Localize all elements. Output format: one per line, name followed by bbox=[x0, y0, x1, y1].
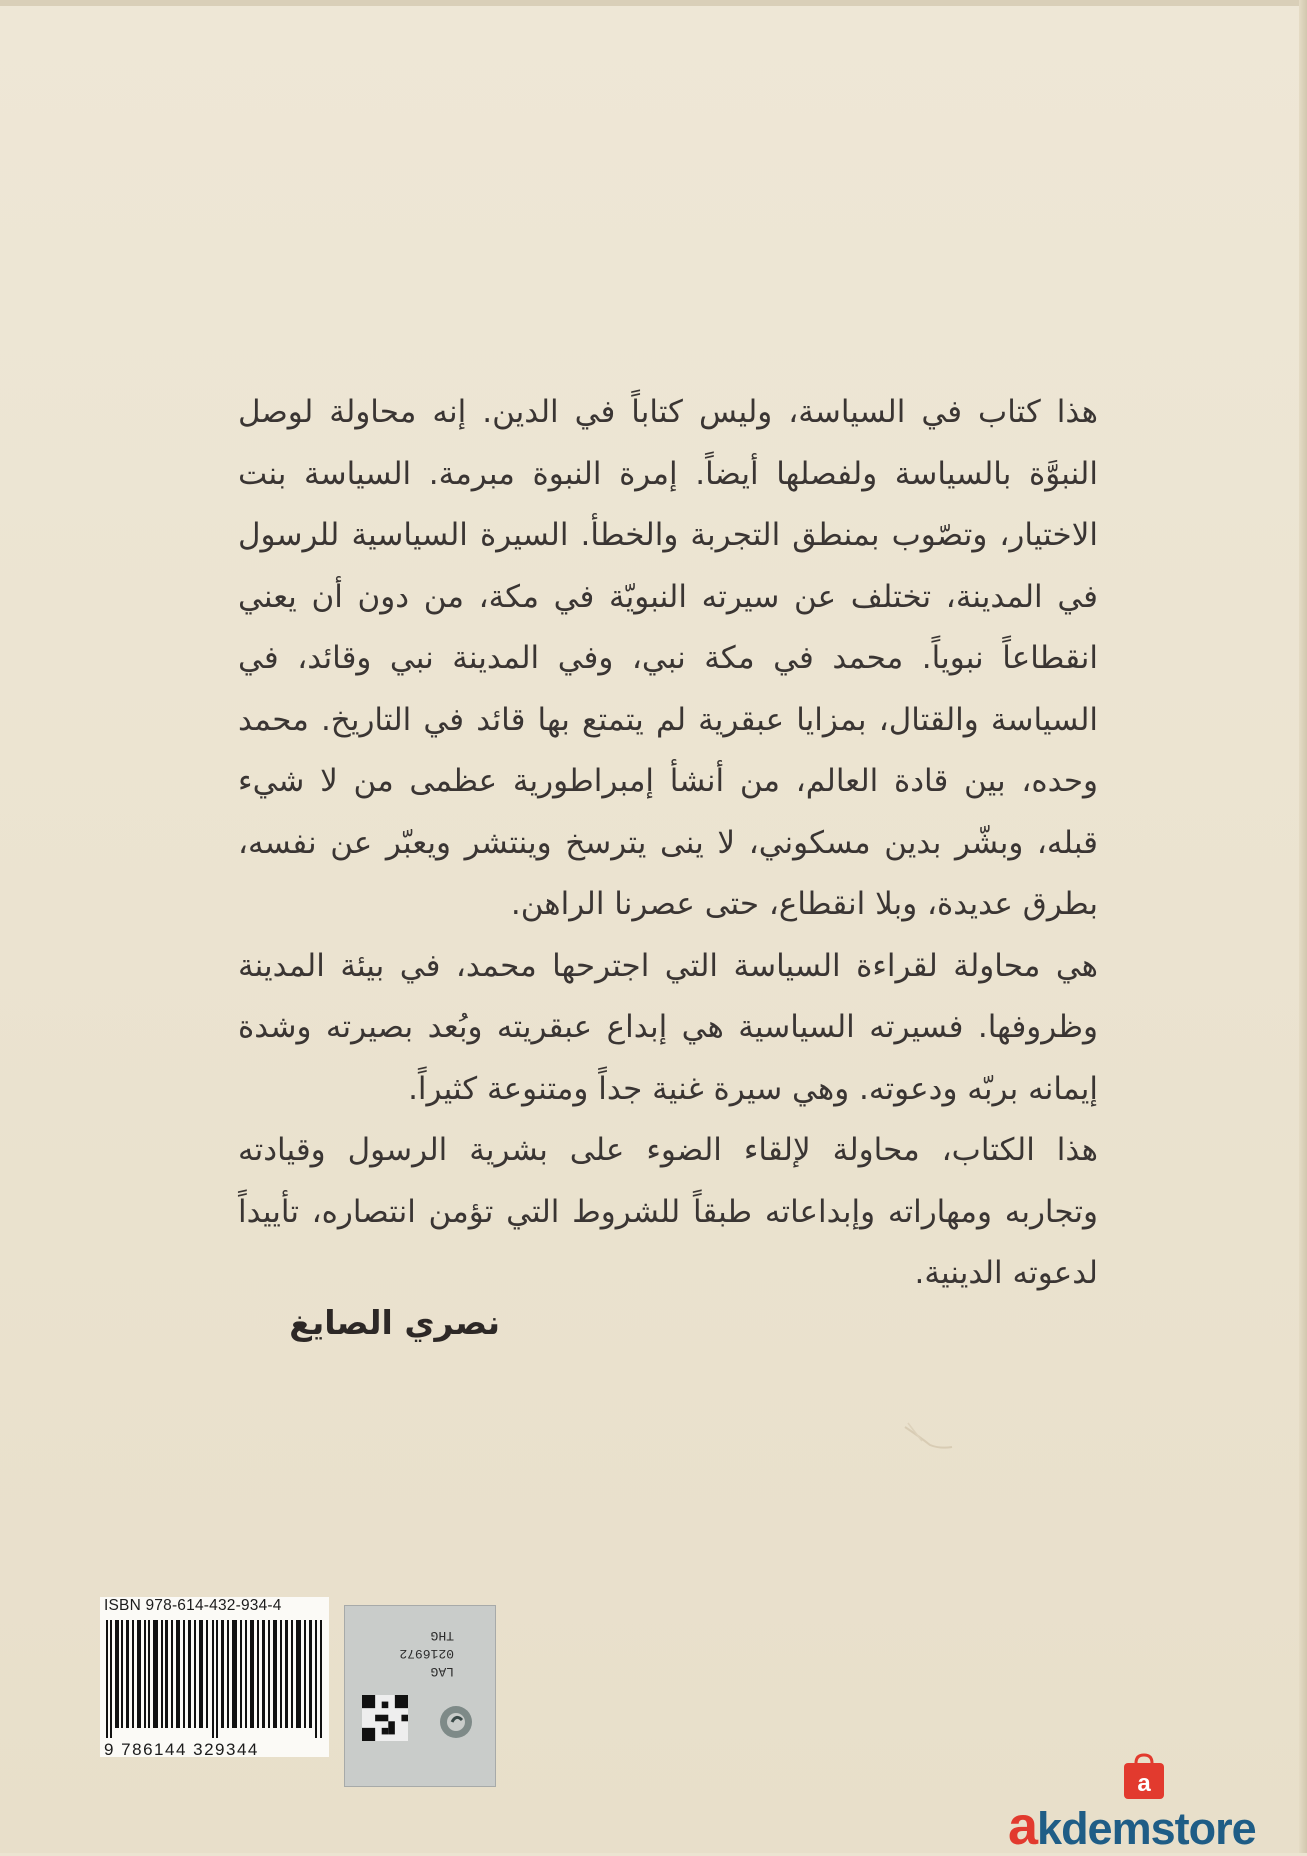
shopping-bag-icon bbox=[1116, 1753, 1172, 1801]
svg-text:a: a bbox=[1137, 1770, 1151, 1797]
blurb-paragraph-1: هذا كتاب في السياسة، وليس كتاباً في الدين. إنه محاولة لوصل النبوَّة بالسياسة ولفصلها أيضاً. إمرة النبوة مبرمة. السياسة بنت الاختيار، وتصّوب بمنطق التجربة والخطأ. السيرة السياسية للرسول في المدينة، تختلف عن سيرته النبويّة في مكة، من دون أن يعني انقطاعاً نبوياً. محمد في مكة نبي، وفي المدينة نبي وقائد، في السياسة والقتال، بمزايا عبقرية لم يتمتع بها قائد في التاريخ. محمد وحده، بين قادة العالم، من أنشأ إمبراطورية عظمى من لا شيء قبله، وبشّر بدين مسكوني، لا ينى يترسخ وينتشر ويعبّر عن نفسه، بطرق عديدة، وبلا انقطاع، حتى عصرنا الراهن. bbox=[238, 394, 1098, 922]
sticker-line: THG bbox=[430, 1628, 454, 1643]
isbn-text: ISBN 978-614-432-934-4 bbox=[104, 1597, 282, 1614]
store-watermark bbox=[1008, 1796, 1304, 1856]
cover-right-edge bbox=[1299, 0, 1307, 1853]
hologram-seal-icon bbox=[436, 1702, 476, 1742]
blurb-paragraph-3: هذا الكتاب، محاولة لإلقاء الضوء على بشرية الرسول وقيادته وتجاربه ومهاراته وإبداعاته طبقاً للشروط التي تؤمن انتصاره، تأييداً لدعوته الدينية. bbox=[238, 1132, 1098, 1291]
sticker-line: LAG bbox=[430, 1664, 454, 1679]
author-signature: نصري الصايغ bbox=[289, 1303, 500, 1342]
barcode-icon bbox=[104, 1620, 326, 1738]
back-cover-blurb bbox=[238, 382, 1098, 1305]
watermark-prefix: a bbox=[1008, 1796, 1038, 1856]
blurb-paragraph-2: هي محاولة لقراءة السياسة التي اجترحها محمد، في بيئة المدينة وظروفها. فسيرته السياسية هي إبداع عبقريته وبُعد بصيرته وشدة إيمانه بربّه ودعوته. وهي سيرة غنية جداً ومتنوعة كثيراً. bbox=[238, 947, 1098, 1107]
qr-code-icon bbox=[362, 1695, 408, 1741]
cover-top-edge bbox=[0, 0, 1307, 6]
sticker-line: 0216972 bbox=[399, 1646, 454, 1661]
barcode-number: 9 786144 329344 bbox=[104, 1740, 259, 1759]
paper-scuff-mark bbox=[900, 1415, 960, 1455]
watermark-name: kdemstore bbox=[1037, 1803, 1256, 1854]
